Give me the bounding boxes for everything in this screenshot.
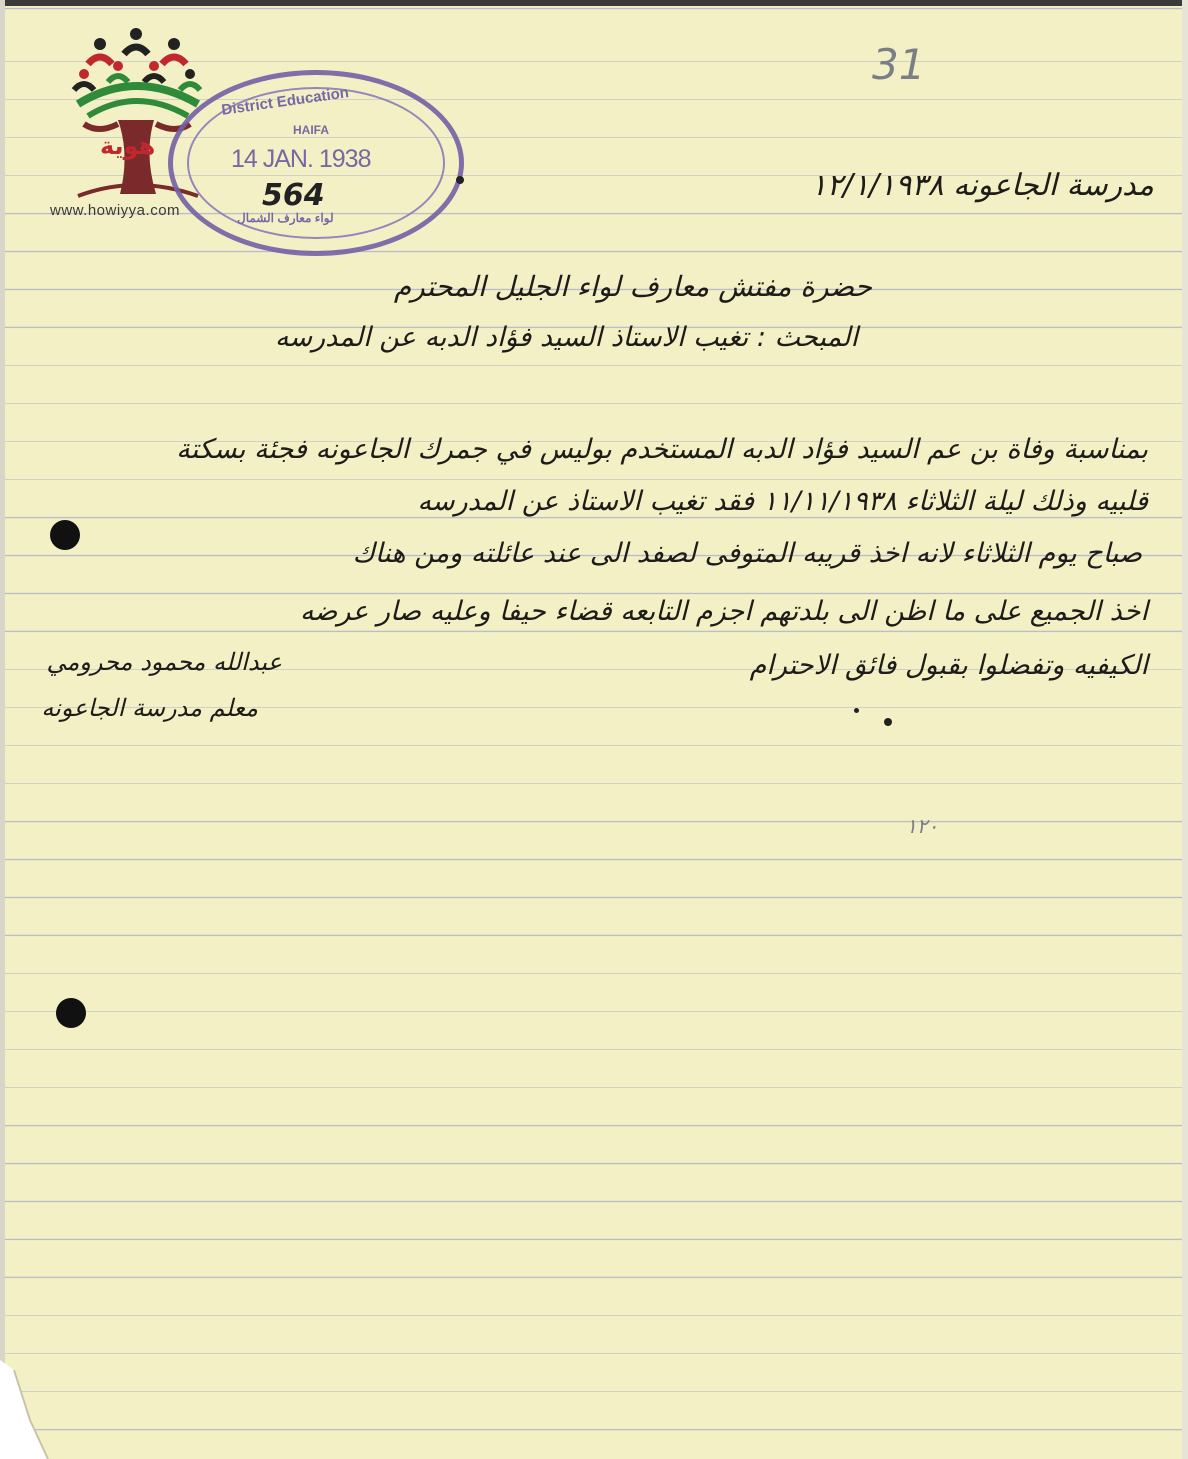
school-date-line: مدرسة الجاعونه ١٢/١/١٩٣٨: [810, 168, 1154, 203]
signature-name: عبدالله محمود محرومي: [46, 648, 282, 676]
stamp-office-text: District Education: [220, 84, 350, 119]
logo-arabic-mark: هوية: [100, 132, 156, 160]
logo-url: www.howiyya.com: [50, 202, 181, 219]
ink-dot: [854, 708, 859, 713]
body-line: بمناسبة وفاة بن عم السيد فؤاد الدبه المستخدم بوليس في جمرك الجاعونه فجئة بسكتة: [176, 434, 1148, 465]
ink-dot: [456, 176, 464, 184]
stamp-arabic-text: لواء معارف الشمال: [237, 211, 334, 225]
page-right-edge: [1182, 0, 1188, 1459]
page-left-edge: [0, 0, 5, 1459]
stamp-date: 14 JAN. 1938: [231, 145, 371, 173]
page-top-edge: [0, 0, 1188, 6]
recipient-line: حضرة مفتش معارف لواء الجليل المحترم: [393, 270, 872, 303]
ink-dot: [884, 718, 892, 726]
body-line: قلبيه وذلك ليلة الثلاثاء ١١/١١/١٩٣٨ فقد تغيب الاستاذ عن المدرسه: [417, 486, 1148, 517]
signature-title: معلم مدرسة الجاعونه: [41, 694, 258, 722]
body-line: الكيفيه وتفضلوا بقبول فائق الاحترام: [749, 650, 1148, 681]
page-number: 31: [872, 40, 926, 89]
subject-line: المبحث : تغيب الاستاذ السيد فؤاد الدبه عن المدرسه: [274, 322, 858, 353]
stamp-city-text: HAIFA: [293, 123, 329, 137]
body-line: صباح يوم الثلاثاء لانه اخذ قريبه المتوفى لصفد الى عند عائلته ومن هناك: [352, 538, 1142, 569]
district-education-stamp: [168, 70, 464, 256]
torn-corner: [0, 1360, 60, 1459]
stamp-registration-number: 564: [262, 178, 325, 213]
body-line: اخذ الجميع على ما اظن الى بلدتهم اجزم التابعه قضاء حيفا وعليه صار عرضه: [300, 596, 1148, 627]
binder-hole-icon: [50, 520, 80, 550]
pencil-note: ١٢٠: [906, 814, 939, 838]
binder-hole-icon: [56, 998, 86, 1028]
